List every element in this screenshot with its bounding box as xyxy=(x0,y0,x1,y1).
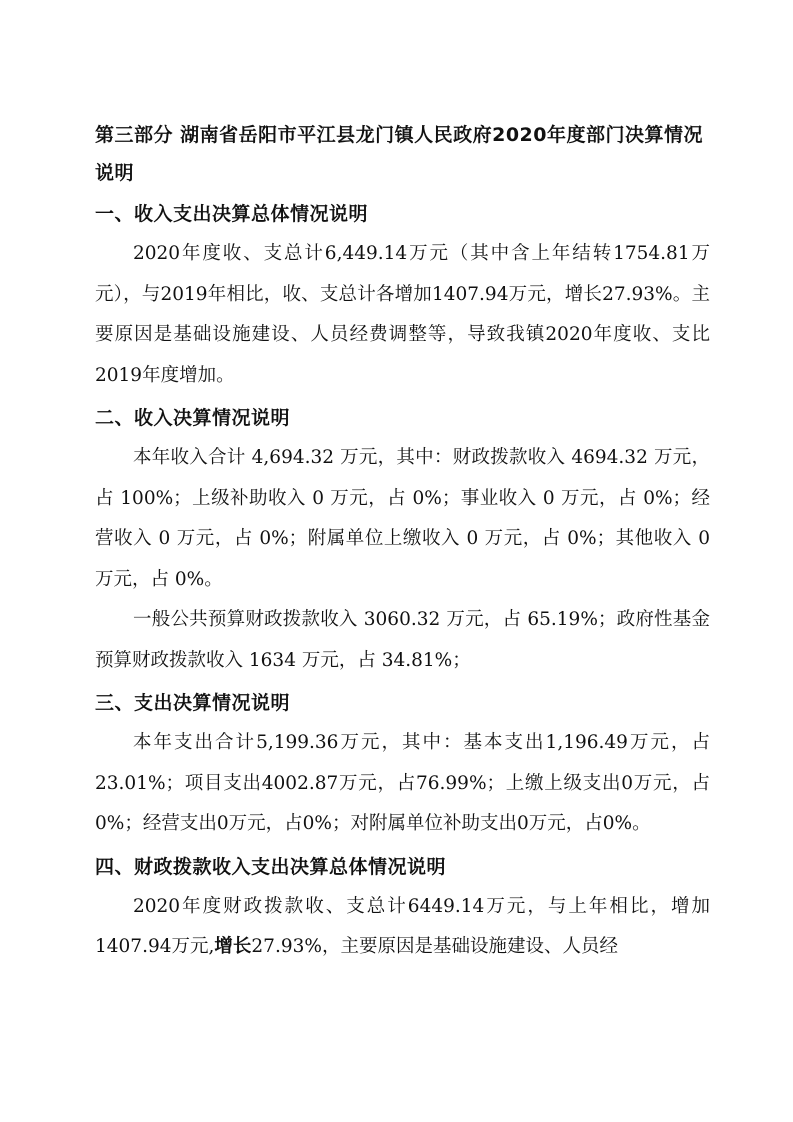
section-heading-3: 三、支出决算情况说明 xyxy=(95,692,291,714)
section-2-paragraph-1: 本年收入合计 4,694.32 万元，其中：财政拨款收入 4694.32 万元，占 100%；上级补助收入 0 万元，占 0%；事业收入 0 万元，占 0%；经营收入 0 万元，占 0%；附属单位上缴收入 0 万元，占 0%；其他收入 0 万元，占 0%。 xyxy=(95,447,710,590)
section-4-paragraph-1-part-b: 27.93%，主要原因是基础设施建设、人员经 xyxy=(251,936,618,957)
section-2-paragraph-2: 一般公共预算财政拨款收入 3060.32 万元，占 65.19%；政府性基金预算财政拨款收入 1634 万元，占 34.81%； xyxy=(95,609,710,671)
document-page xyxy=(95,110,710,968)
section-3-paragraph-1: 本年支出合计5,199.36万元，其中：基本支出1,196.49万元，占23.01%；项目支出4002.87万元，占76.99%；上缴上级支出0万元，占0%；经营支出0万元，占0%；对附属单位补助支出0万元，占0%。 xyxy=(95,732,710,834)
section-4-paragraph-1-bold: 增长 xyxy=(214,936,252,957)
document-title: 第三部分 湖南省岳阳市平江县龙门镇人民政府2020年度部门决算情况说明 xyxy=(95,124,703,184)
section-4-paragraph-1 xyxy=(95,887,710,968)
section-4-paragraph-1-part-a: 2020年度财政拨款收、支总计6449.14万元，与上年相比，增加1407.94万元, xyxy=(95,895,710,957)
section-heading-1: 一、收入支出决算总体情况说明 xyxy=(95,203,369,225)
section-1-paragraph-1: 2020年度收、支总计6,449.14万元（其中含上年结转1754.81万元），与2019年相比，收、支总计各增加1407.94万元，增长27.93%。主要原因是基础设施建设、人员经费调整等，导致我镇2020年度收、支比2019年度增加。 xyxy=(95,243,710,386)
section-heading-2: 二、收入决算情况说明 xyxy=(95,407,291,429)
section-heading-4: 四、财政拨款收入支出决算总体情况说明 xyxy=(95,855,447,878)
